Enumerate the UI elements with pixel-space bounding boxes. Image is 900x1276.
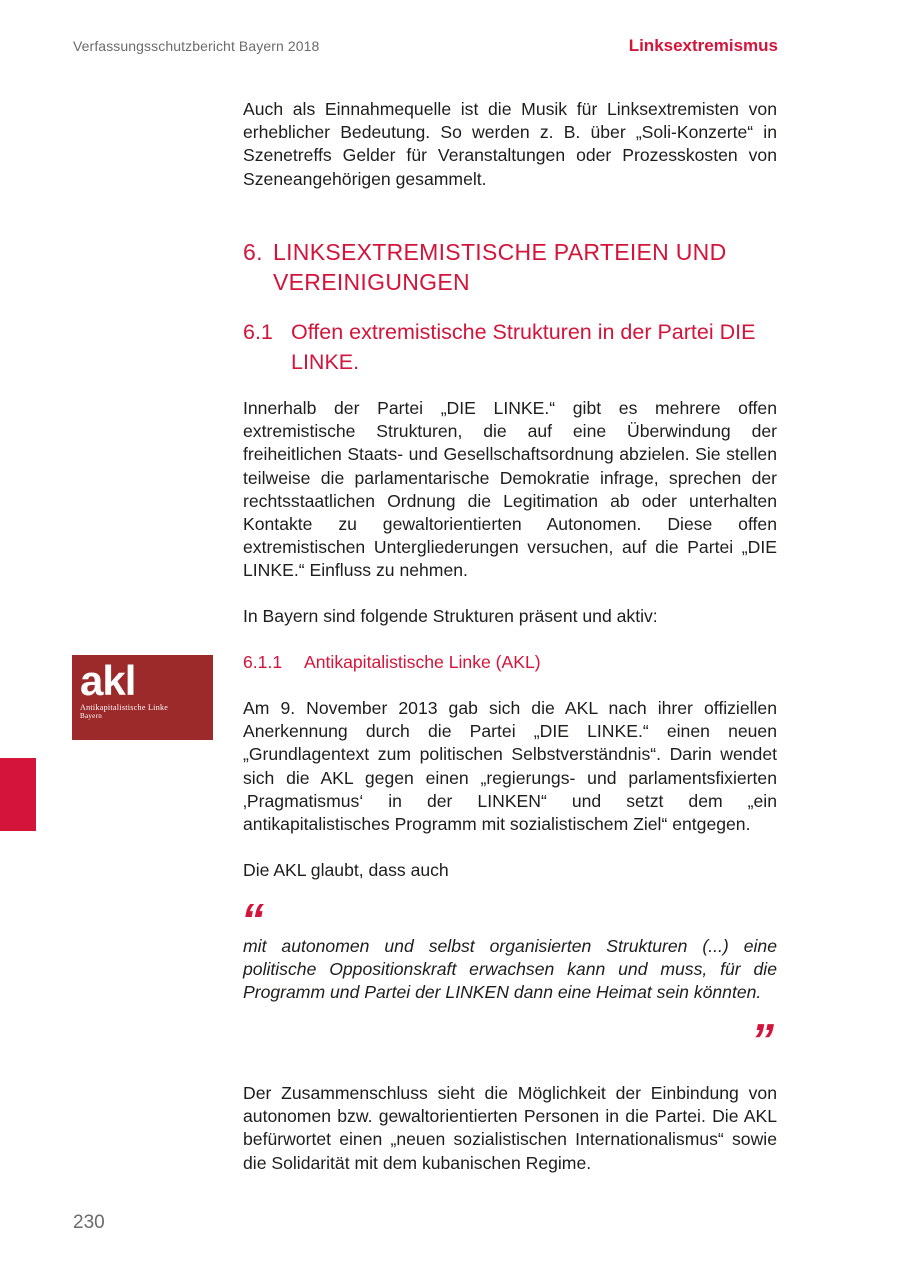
intro-paragraph: Auch als Einnahmequelle ist die Musik für Linksextremisten von erheblicher Bedeutung. So werden z. B. über „Soli-Konzerte“ in Szenetreffs Gelder für Veranstaltungen oder Prozesskosten von Szeneangehörigen gesammelt. xyxy=(243,99,777,189)
quote-close-mark: ” xyxy=(751,1014,774,1066)
section-6-1-1-title: Antikapitalistische Linke (AKL) xyxy=(304,652,541,672)
paragraph-akl: Am 9. November 2013 gab sich die AKL nach ihrer offiziellen Anerkennung durch die Partei „DIE LINKE.“ einen neuen „Grundlagentext zum politischen Selbstverständnis“. Darin wendet sich die AKL gegen einen „regierungs- und parlamentsfixierten ‚Pragmatismus‘ in der LINKEN“ und setzt dem „ein antikapitalistisches Programm mit sozialistischem Ziel“ entgegen. xyxy=(243,698,777,835)
paragraph-die-linke: Innerhalb der Partei „DIE LINKE.“ gibt es mehrere offen extremistische Strukturen, die auf eine Überwindung der freiheitlichen Staats- und Gesellschaftsordnung abzielen. Sie stellen teilweise die parlamentarische Demokratie infrage, sprechen der rechtsstaatlichen Ordnung die Legitimation ab oder unterhalten Kontakte zu gewaltorientierten Autonomen. Diese offen extremistischen Untergliederungen versuchen, auf die Partei „DIE LINKE.“ Einfluss zu nehmen. xyxy=(243,398,777,581)
paragraph-bayern: In Bayern sind folgende Strukturen präsent und aktiv: xyxy=(243,606,658,626)
chapter-side-tab xyxy=(0,758,36,831)
running-header-chapter: Linksextremismus xyxy=(628,36,778,55)
section-6-1-number: 6.1 xyxy=(243,320,273,344)
page-number: 230 xyxy=(73,1212,105,1233)
section-6-number: 6. xyxy=(243,239,263,265)
paragraph-glaubt: Die AKL glaubt, dass auch xyxy=(243,860,449,880)
running-header-title: Verfassungsschutzbericht Bayern 2018 xyxy=(73,38,320,54)
section-6-1-heading xyxy=(243,317,777,377)
section-6-1-title: Offen extremistische Strukturen in der Partei DIE LINKE. xyxy=(291,320,756,374)
quote-text: mit autonomen und selbst organisierten Strukturen (...) eine politische Oppositionskraft erwachsen kann und muss, für die Programm und Partei der LINKEN dann eine Heimat sein könnten. xyxy=(243,936,777,1003)
akl-logo-line2: Bayern xyxy=(80,712,103,720)
section-6-1-1-number: 6.1.1 xyxy=(243,652,283,672)
paragraph-zusammenschluss: Der Zusammenschluss sieht die Möglichkeit der Einbindung von autonomen bzw. gewaltorientierten Personen in die Partei. Die AKL befürwortet einen „neuen sozialistischen Internationalismus“ sowie die Solidarität mit dem kubanischen Regime. xyxy=(243,1083,777,1173)
section-6-1-1-heading xyxy=(243,651,777,674)
quote-open-mark: “ xyxy=(241,894,264,946)
section-6-title: LINKSEXTREMISTISCHE PARTEIEN UND VEREINIGUNGEN xyxy=(273,239,727,295)
akl-logo-wordmark: akl xyxy=(80,657,136,704)
section-6-heading xyxy=(243,237,777,297)
akl-logo-line1: Antikapitalistische Linke xyxy=(80,703,169,712)
akl-logo xyxy=(72,655,213,740)
